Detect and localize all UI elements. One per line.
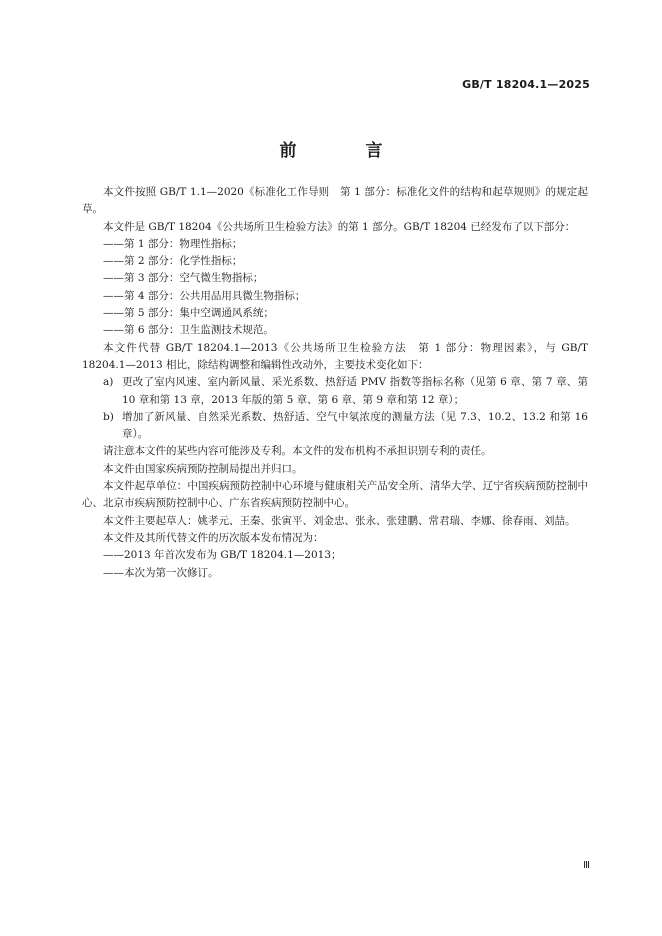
- standard-code: GB/T 18204.1—2025: [462, 78, 590, 91]
- list-item-part: ——第 2 部分：化学性指标；: [103, 255, 243, 268]
- foreword-body: [82, 184, 588, 582]
- page-number: Ⅲ: [583, 860, 590, 871]
- paragraph-drafting-basis: 本文件按照 GB/T 1.1—2020《标准化工作导则 第 1 部分：标准化文件的结构和起草规则》的规定起草。: [82, 186, 588, 216]
- list-item-part: ——第 1 部分：物理性指标；: [103, 237, 243, 250]
- change-label: b): [103, 410, 114, 423]
- list-item-change: [82, 374, 588, 409]
- list-item-change: [82, 409, 588, 444]
- paragraph-proposer: 本文件由国家疾病预防控制局提出并归口。: [103, 462, 303, 475]
- list-item-part: ——第 4 部分：公共用品用具微生物指标；: [103, 289, 306, 302]
- paragraph-replacement: 本文件代替 GB/T 18204.1—2013《公共场所卫生检验方法 第 1 部分：物理因素》，与 GB/T 18204.1—2013 相比，除结构调整和编辑性改动外，主要技术变化如下：: [82, 341, 588, 371]
- paragraph-history-intro: 本文件及其所代替文件的历次版本发布情况为：: [103, 531, 324, 544]
- paragraph-drafters: 本文件主要起草人：姚孝元、王秦、张寅平、刘金忠、张永、张建鹏、常君瑞、李娜、徐春雨、刘喆。: [103, 514, 576, 527]
- change-text: 更改了室内风速、室内新风量、采光系数、热舒适 PMV 指数等指标名称（见第 6 章、第 7 章、第 10 章和第 13 章，2013 年版的第 5 章、第 6 章、第 9 章和第 12 章）；: [122, 376, 588, 406]
- paragraph-patent-notice: 请注意本文件的某些内容可能涉及专利。本文件的发布机构不承担识别专利的责任。: [103, 445, 492, 458]
- list-item-history: ——2013 年首次发布为 GB/T 18204.1—2013；: [103, 549, 342, 562]
- page-title: 前 言: [279, 141, 409, 161]
- list-item-part: ——第 3 部分：空气微生物指标；: [103, 272, 264, 285]
- paragraph-series-intro: 本文件是 GB/T 18204《公共场所卫生检验方法》的第 1 部分。GB/T 18204 已经发布了以下部分：: [103, 220, 576, 233]
- paragraph-drafting-units: 本文件起草单位：中国疾病预防控制中心环境与健康相关产品安全所、清华大学、辽宁省疾病预防控制中心、北京市疾病预防控制中心、广东省疾病预防控制中心。: [82, 480, 588, 510]
- list-item-part: ——第 6 部分：卫生监测技术规范。: [103, 324, 274, 337]
- list-item-history: ——本次为第一次修订。: [103, 566, 219, 579]
- change-text: 增加了新风量、自然采光系数、热舒适、空气中氡浓度的测量方法（见 7.3、10.2、13.2 和第 16 章）。: [122, 410, 588, 441]
- list-item-part: ——第 5 部分：集中空调通风系统；: [103, 307, 274, 320]
- change-label: a): [103, 376, 114, 389]
